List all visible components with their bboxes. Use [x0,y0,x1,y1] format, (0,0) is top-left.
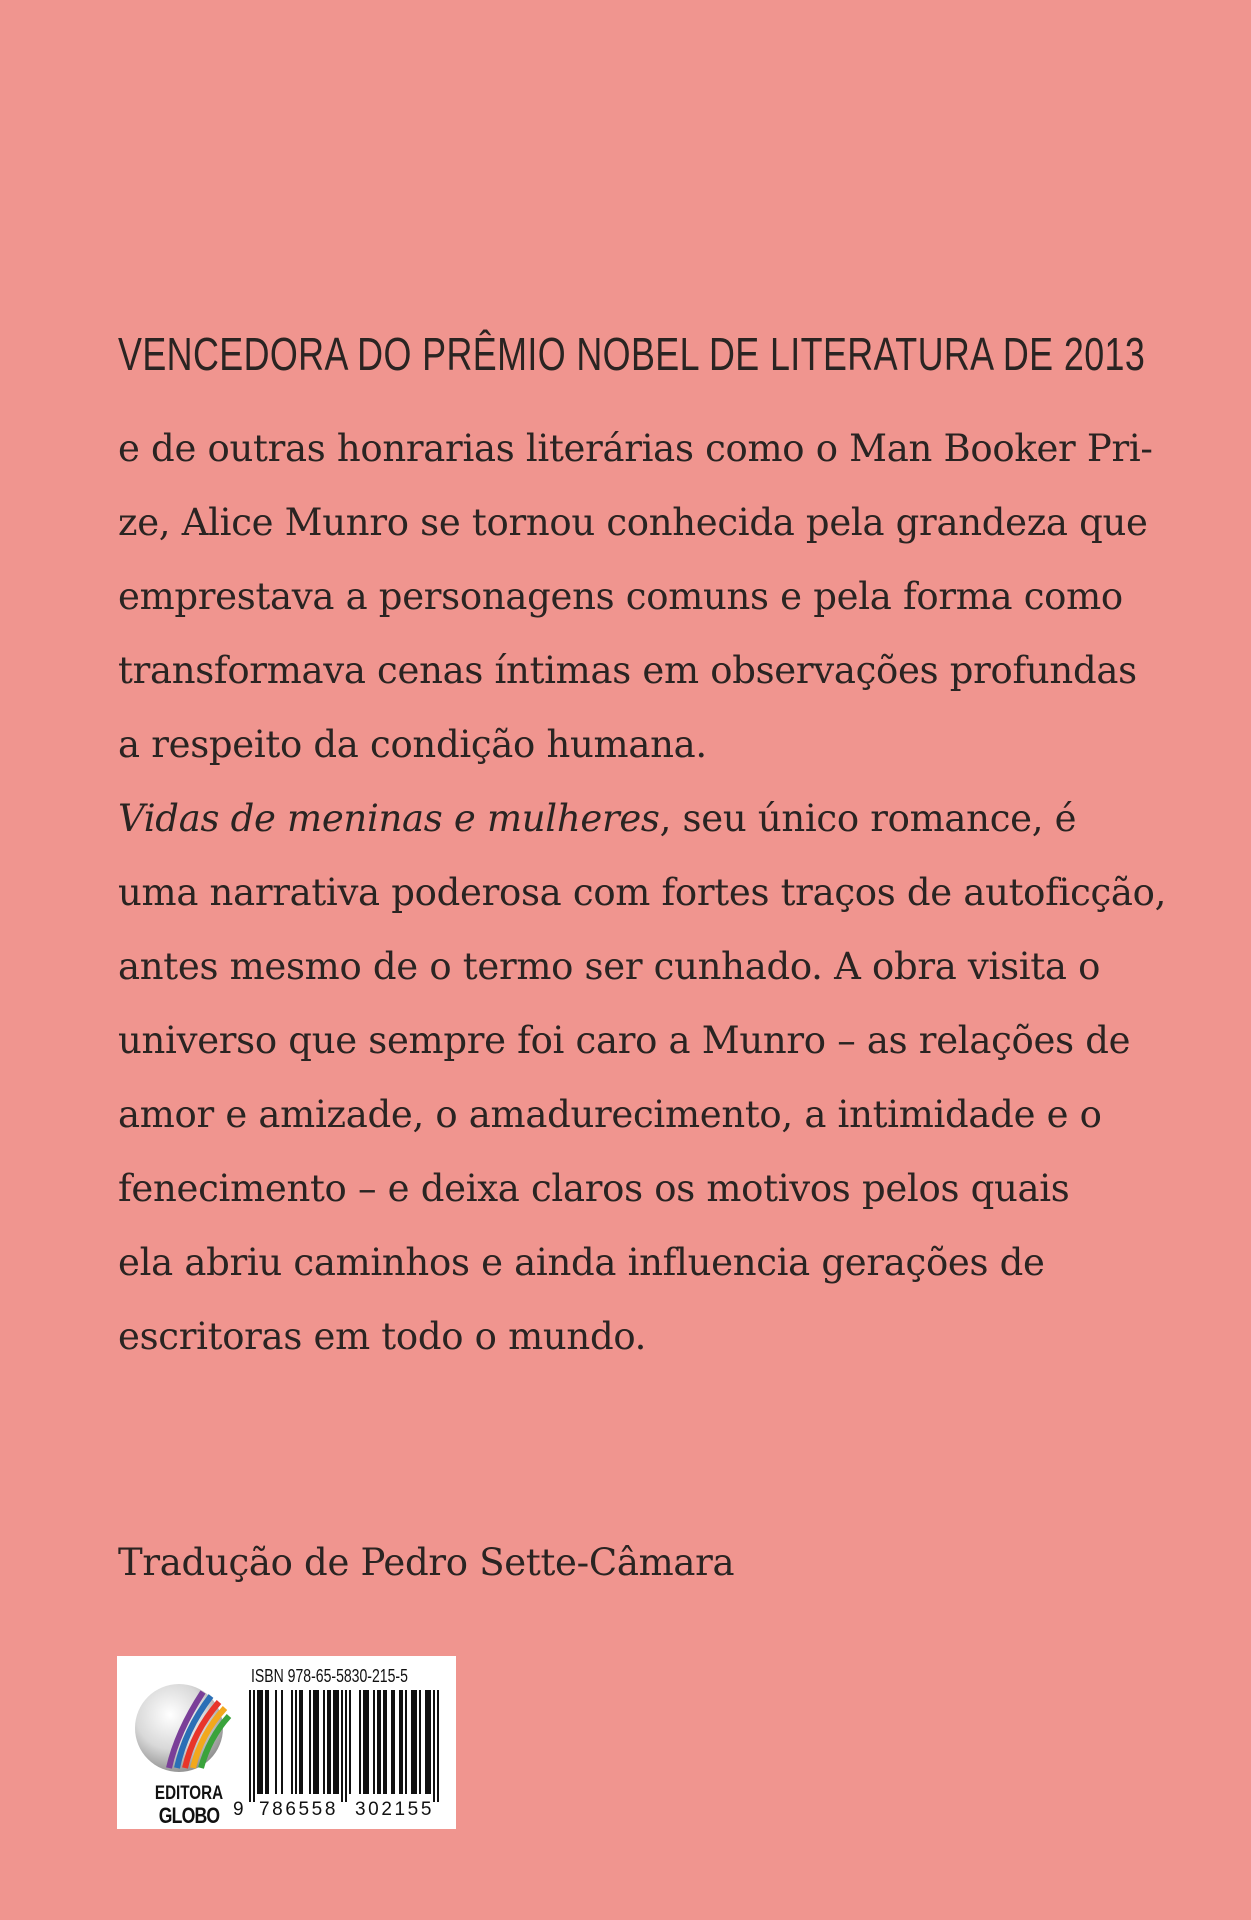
barcode-bar [323,1690,325,1794]
blurb-line: ela abriu caminhos e ainda influencia gerações de [118,1241,1045,1284]
blurb-line: transformava cenas íntimas em observações profundas [118,649,1137,692]
barcode-bar [329,1690,331,1794]
barcode-bar [317,1690,319,1794]
blurb-line: fenecimento – e deixa claros os motivos pelos quais [118,1167,1070,1210]
barcode-bar [399,1690,401,1794]
barcode-bar [425,1690,427,1794]
blurb-line: antes mesmo de o termo ser cunhado. A obra visita o [118,945,1101,988]
barcode-bar [373,1690,375,1794]
barcode-bar [411,1690,413,1794]
barcode-bar [345,1690,347,1802]
barcode-bar [405,1690,407,1794]
barcode-bar [349,1690,351,1794]
barcode-bar [427,1690,429,1794]
publisher-logo-line1: EDITORA [154,1783,224,1804]
barcode-bar [315,1690,317,1794]
isbn-label: ISBN 978-65-5830-215-5 [251,1666,408,1686]
barcode-bar [419,1690,421,1794]
blurb-line: amor e amizade, o amadurecimento, a intimidade e o [118,1093,1102,1136]
barcode-bar [337,1690,339,1794]
barcode-bar [429,1690,431,1794]
book-title-rest: , seu único romance, é [659,797,1077,840]
blurb [118,412,1167,1374]
publisher-logo-line2: GLOBO [158,1803,220,1828]
barcode-bar [291,1690,293,1794]
barcode-bar [309,1690,311,1794]
barcode-bar [335,1690,337,1794]
barcode-bar [327,1690,329,1794]
barcode-bar [259,1690,261,1794]
blurb-line: e de outras honrarias literárias como o Man Booker Pri- [118,427,1153,470]
barcode-bar [433,1690,435,1802]
barcode-bar [333,1690,335,1794]
blurb-line-title [118,782,1138,856]
publisher-logo [127,1672,237,1828]
barcode-bar [313,1690,315,1794]
blurb-line: emprestava a personagens comuns e pela forma como [118,575,1123,618]
book-title: Vidas de meninas e mulheres [118,797,660,840]
barcode-bar [379,1690,381,1794]
barcode-bar [265,1690,267,1794]
barcode-bar [249,1690,251,1802]
barcode-bar [415,1690,417,1794]
ean-left-group: 786558 [259,1799,339,1820]
globe-logo-icon [127,1672,237,1784]
barcode-bar [341,1690,343,1802]
barcode-bar [401,1690,403,1794]
barcode-bar [365,1690,367,1794]
barcode-bar [363,1690,365,1794]
headline: VENCEDORA DO PRÊMIO NOBEL DE LITERATURA DE 2013 [118,328,1146,380]
barcode-bar [257,1690,259,1794]
barcode-bar [437,1690,439,1802]
barcode-bar [383,1690,385,1794]
barcode-panel [117,1656,456,1829]
blurb-line: universo que sempre foi caro a Munro – as relações de [118,1019,1131,1062]
barcode-bar [253,1690,255,1802]
barcode-bar [295,1690,297,1794]
translator-credit: Tradução de Pedro Sette-Câmara [118,1541,735,1584]
barcode-bar [301,1690,303,1794]
blurb-line: ze, Alice Munro se tornou conhecida pela grandeza que [118,501,1148,544]
barcode-bar [377,1690,379,1794]
barcode-bar [299,1690,301,1794]
barcode-bar [275,1690,277,1794]
ean-digits [233,1799,447,1823]
barcode-bar [261,1690,263,1794]
blurb-line: escritoras em todo o mundo. [118,1315,647,1358]
barcode-bar [267,1690,269,1794]
blurb-line: a respeito da condição humana. [118,723,707,766]
barcode-bar [367,1690,369,1794]
ean-right-group: 302155 [355,1799,435,1820]
barcode-bar [391,1690,393,1794]
barcode-bar [413,1690,415,1794]
barcode-bar [281,1690,283,1794]
barcode-bar [359,1690,361,1794]
barcode-bars [249,1690,445,1802]
blurb-line: uma narrativa poderosa com fortes traços de autoficção, [118,871,1167,914]
barcode-bar [393,1690,395,1794]
barcode-bar [385,1690,387,1794]
ean-first-digit: 9 [233,1799,244,1820]
